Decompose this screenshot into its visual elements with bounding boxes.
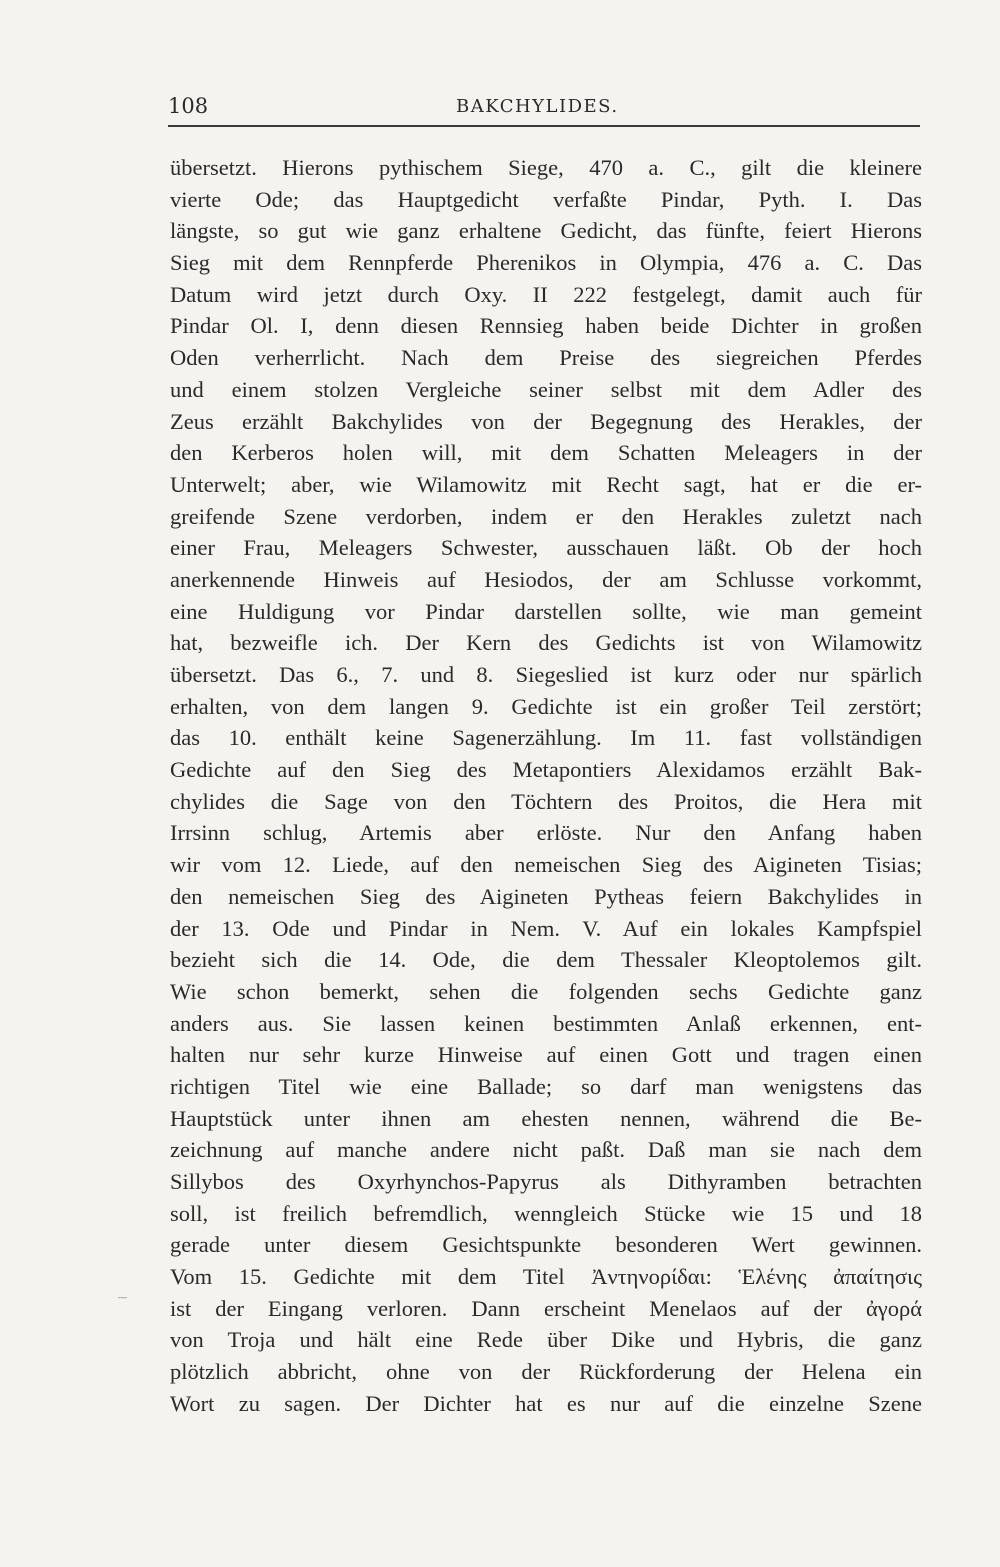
page-number: 108 (168, 94, 209, 118)
text-line: zeichnung auf manche andere nicht paßt. Daß man sie nach dem (170, 1137, 922, 1163)
text-line: gerade unter diesem Gesichtspunkte besonderen Wert gewinnen. (170, 1232, 922, 1258)
text-line: Vom 15. Gedichte mit dem Titel Ἀντηνορίδαι: Ἑλένης ἀπαίτησις (170, 1264, 922, 1290)
text-line: anders aus. Sie lassen keinen bestimmten Anlaß erkennen, ent- (170, 1010, 922, 1036)
text-line: übersetzt. Das 6., 7. und 8. Siegeslied ist kurz oder nur spärlich (170, 662, 922, 687)
text-line: Zeus erzählt Bakchylides von der Begegnung des Herakles, der (170, 408, 922, 434)
text-line: von Troja und hält eine Rede über Dike und Hybris, die ganz (170, 1327, 922, 1353)
text-line: greifende Szene verdorben, indem er den Herakles zuletzt nach (170, 503, 922, 529)
text-line: Sieg mit dem Rennpferde Pherenikos in Olympia, 476 a. C. Das (170, 250, 922, 276)
text-line: plötzlich abbricht, ohne von der Rückforderung der Helena ein (170, 1359, 922, 1385)
text-line: hat, bezweifle ich. Der Kern des Gedichts ist von Wilamowitz (170, 630, 922, 656)
text-line: den nemeischen Sieg des Aigineten Pytheas feiern Bakchylides in (170, 883, 922, 909)
page-header (168, 94, 920, 128)
text-line: der 13. Ode und Pindar in Nem. V. Auf ein lokales Kampfspiel (170, 915, 922, 941)
text-line: Unterwelt; aber, wie Wilamowitz mit Recht sagt, hat er die er- (170, 471, 922, 497)
running-head: BAKCHYLIDES. (456, 96, 619, 117)
text-line: Wort zu sagen. Der Dichter hat es nur auf die einzelne Szene (170, 1390, 922, 1416)
text-line: bezieht sich die 14. Ode, die dem Thessaler Kleoptolemos gilt. (170, 947, 922, 973)
text-line: Gedichte auf den Sieg des Metapontiers Alexidamos erzählt Bak- (170, 757, 922, 783)
text-line: Wie schon bemerkt, sehen die folgenden sechs Gedichte ganz (170, 978, 922, 1004)
text-line: den Kerberos holen will, mit dem Schatten Meleagers in der (170, 440, 922, 466)
text-line: Pindar Ol. I, denn diesen Rennsieg haben beide Dichter in großen (170, 313, 922, 339)
text-line: einer Frau, Meleagers Schwester, ausschauen läßt. Ob der hoch (170, 535, 922, 561)
text-line: halten nur sehr kurze Hinweise auf einen Gott und tragen einen (170, 1042, 922, 1068)
text-line: das 10. enthält keine Sagenerzählung. Im 11. fast vollständigen (170, 725, 922, 751)
text-line: Datum wird jetzt durch Oxy. II 222 festgelegt, damit auch für (170, 281, 922, 307)
text-line: übersetzt. Hierons pythischem Siege, 470 a. C., gilt die kleinere (170, 155, 922, 180)
margin-mark: _ (118, 1278, 127, 1299)
text-line: Sillybos des Oxyrhynchos-Papyrus als Dithyramben betrachten (170, 1169, 922, 1194)
text-line: anerkennende Hinweis auf Hesiodos, der am Schlusse vorkommt, (170, 566, 922, 592)
text-line: Hauptstück unter ihnen am ehesten nennen, während die Be- (170, 1105, 922, 1131)
text-line: wir vom 12. Liede, auf den nemeischen Sieg des Aigineten Tisias; (170, 852, 922, 878)
text-line: Oden verherrlicht. Nach dem Preise des siegreichen Pferdes (170, 345, 922, 371)
text-line: chylides die Sage von den Töchtern des Proitos, die Hera mit (170, 788, 922, 814)
text-line: richtigen Titel wie eine Ballade; so darf man wenigstens das (170, 1073, 922, 1099)
text-line: vierte Ode; das Hauptgedicht verfaßte Pindar, Pyth. I. Das (170, 186, 922, 212)
text-line: erhalten, von dem langen 9. Gedichte ist ein großer Teil zerstört; (170, 693, 922, 719)
text-line: längste, so gut wie ganz erhaltene Gedicht, das fünfte, feiert Hierons (170, 218, 922, 244)
text-line: und einem stolzen Vergleiche seiner selbst mit dem Adler des (170, 376, 922, 402)
text-line: Irrsinn schlug, Artemis aber erlöste. Nur den Anfang haben (170, 820, 922, 846)
text-line: eine Huldigung vor Pindar darstellen sollte, wie man gemeint (170, 598, 922, 624)
text-line: soll, ist freilich befremdlich, wenngleich Stücke wie 15 und 18 (170, 1200, 922, 1226)
text-line: ist der Eingang verloren. Dann erscheint Menelaos auf der ἀγορά (170, 1295, 922, 1321)
body-text (170, 152, 922, 1420)
header-rule (168, 125, 920, 127)
